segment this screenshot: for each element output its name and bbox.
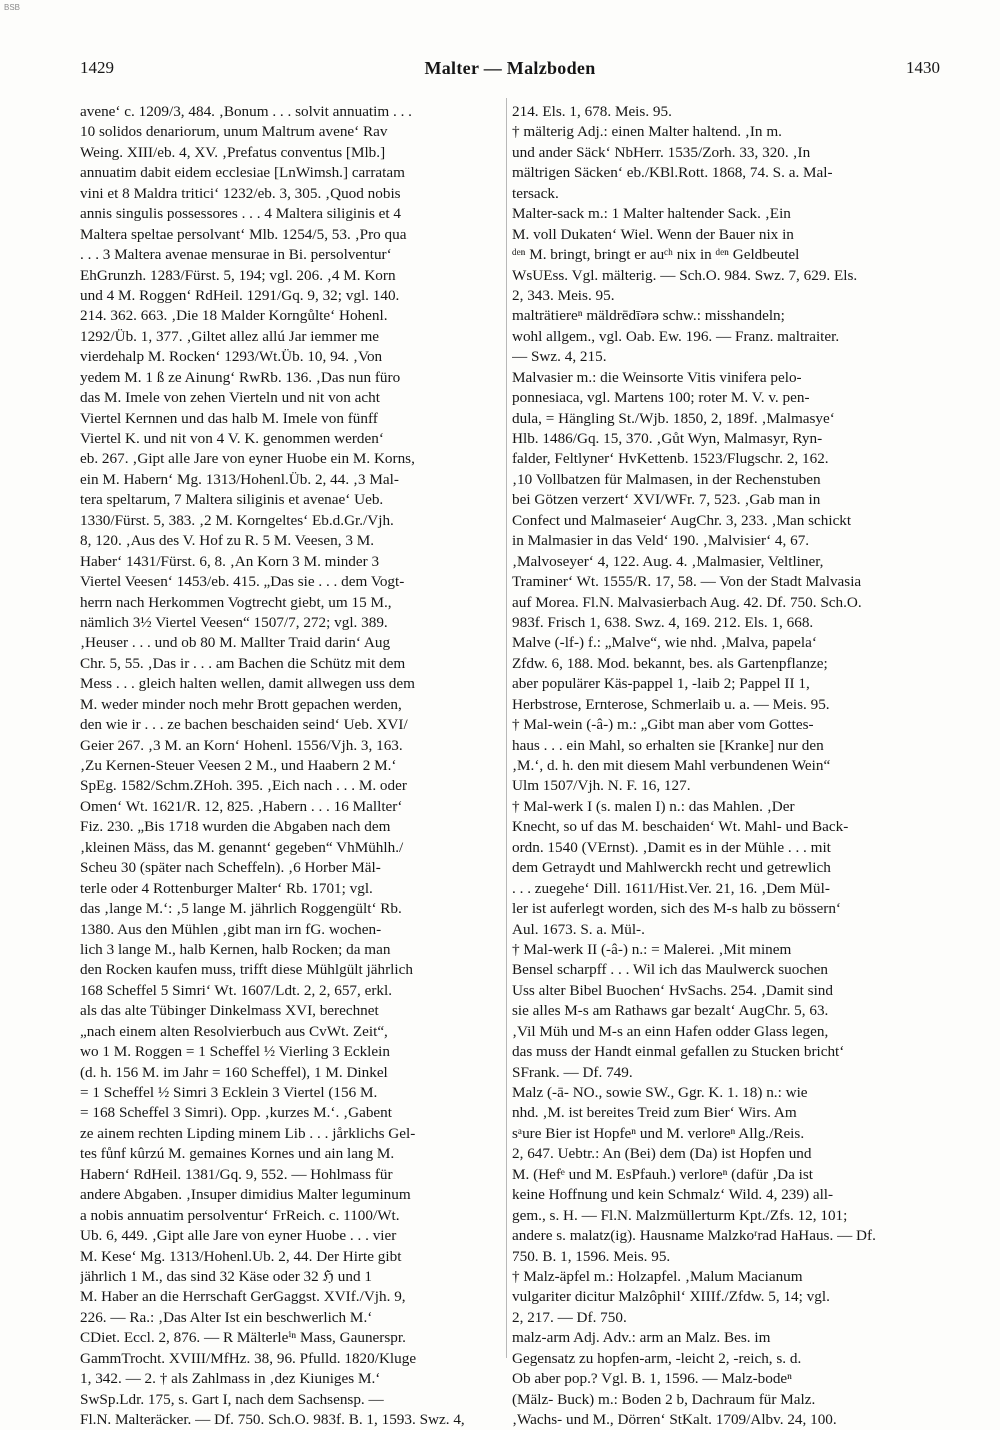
- right-column-line: ‚M.‘, d. h. den mit diesem Mahl verbundenen Wein“: [512, 757, 831, 774]
- right-column-line: Malve (-lf-) f.: „Malve“, wie nhd. ‚Malva, papela‘: [512, 634, 817, 652]
- left-column-line: annuatim dabit eidem ecclesiae [LnWimsh.] carratam: [80, 164, 405, 182]
- left-column-line: jährlich 1 M., das sind 32 Käse oder 32 ℌ und 1: [80, 1267, 372, 1285]
- left-column-line: vierdehalp M. Rocken‘ 1293/Wt.Üb. 10, 94. ‚Von: [80, 348, 383, 366]
- left-column-line: 226. — Ra.: ‚Das Alter Ist ein beschwerlich M.‘: [80, 1308, 373, 1326]
- left-column-line: Fiz. 230. „Bis 1718 wurden die Abgaben nach dem: [80, 818, 391, 836]
- left-column-line: Habern‘ RdHeil. 1381/Gq. 9, 552. — Hohlmass für: [80, 1165, 393, 1183]
- right-column-line: SFrank. — Df. 749.: [512, 1063, 633, 1081]
- left-column-line: ein M. Habern‘ Mg. 1313/Hohenl.Üb. 2, 44. ‚3 Mal-: [80, 470, 399, 488]
- page-header: [80, 58, 940, 84]
- left-column-line: GammTrocht. XVIII/MfHz. 38, 96. Pfulld. 1820/Kluge: [80, 1349, 417, 1367]
- right-column-line: WsUEss. Vgl. mälterig. — Sch.O. 984. Swz. 7, 629. Els.: [512, 266, 858, 284]
- right-column-line: Hlb. 1486/Gq. 15, 370. ‚Gůt Wyn, Malmasyr, Ryn-: [512, 430, 823, 447]
- right-column-line: 2, 217. — Df. 750.: [512, 1308, 627, 1326]
- left-column-line: EhGrunzh. 1283/Fürst. 5, 194; vgl. 206. ‚4 M. Korn: [80, 266, 396, 284]
- right-column-line: M. voll Dukaten‘ Wiel. Wenn der Bauer nix in: [512, 225, 794, 243]
- left-column-line: „nach einem alten Resolvierbuch aus CvWt. Zeit“,: [80, 1022, 388, 1040]
- right-column-line: ‚10 Vollbatzen für Malmasen, in der Rechenstuben: [512, 470, 821, 488]
- right-column-line: falder, Feltlyner‘ HvKettenb. 1523/Flugschr. 2, 162.: [512, 450, 829, 468]
- right-column-line: Traminer‘ Wt. 1555/R. 17, 58. — Von der Stadt Malvasia: [512, 573, 862, 591]
- left-column-line: ‚kleinen Mäss, das M. genannt‘ gegeben“ VhMühlh./: [80, 838, 404, 856]
- left-column-line: Ub. 6, 449. ‚Gipt alle Jare von eyner Huobe . . . vier: [80, 1227, 397, 1245]
- left-column-line: M. weder minder noch mehr Brott gepachen werden,: [80, 695, 402, 713]
- right-column-line: in Malmasier in das Veld‘ 190. ‚Malvisier‘ 4, 67.: [512, 532, 810, 550]
- right-column-line: † Mal-wein (-â-) m.: „Gibt man aber vom Gottes-: [512, 716, 814, 734]
- left-column-line: yedem M. 1 ß ze Ainung‘ RwRb. 136. ‚Das nun füro: [80, 368, 401, 386]
- left-column-line: tes fůnf kûrzú M. gemaines Kornes und ain lang M.: [80, 1145, 395, 1163]
- right-column-line: haus . . . ein Mahl, so erhalten sie [Kranke] nur den: [512, 736, 824, 754]
- right-column-line: — Swz. 4, 215.: [512, 348, 607, 366]
- left-column-line: Fl.N. Malteräcker. — Df. 750. Sch.O. 983f. B. 1, 1593. Swz. 4,: [80, 1411, 465, 1428]
- page-number-left: 1429: [80, 58, 114, 77]
- right-column-line: 983f. Frisch 1, 638. Swz. 4, 169. 212. Els. 1, 668.: [512, 613, 814, 631]
- right-column-line: bei Götzen verzert‘ XVI/WFr. 7, 523. ‚Gab man in: [512, 491, 821, 509]
- left-column-line: ‚Zu Kernen-Steuer Veesen 2 M., und Haabern 2 M.‘: [80, 757, 397, 774]
- right-column-line: Herbstrose, Ernterose, Schmerlaib u. a. — Meis. 95.: [512, 695, 830, 713]
- left-column-line: andere Abgaben. ‚Insuper dimidius Malter leguminum: [80, 1186, 411, 1204]
- right-column-line: mältrigen Säcken‘ eb./KBl.Rott. 1868, 74. S. a. Mal-: [512, 164, 833, 182]
- left-column-line: und 4 M. Roggen‘ RdHeil. 1291/Gq. 9, 32; vgl. 140.: [80, 286, 400, 304]
- left-column-line: (d. h. 156 M. im Jahr = 160 Scheffel), 1 M. Dinkel: [80, 1063, 388, 1081]
- left-column-line: ‚Heuser . . . und ob 80 M. Mallter Traid darin‘ Aug: [80, 634, 391, 652]
- right-column-line: Gegensatz zu hopfen-arm, -leicht 2, -reich, s. d.: [512, 1349, 802, 1367]
- left-column-line: 1292/Üb. 1, 377. ‚Giltet allez allú Jar iemmer me: [80, 327, 380, 345]
- right-column-line: ᵈᵉⁿ M. bringt, bringt er auᶜʰ nix in ᵈᵉⁿ Geldbeutel: [512, 246, 800, 264]
- right-column-line: sie alles M-s am Rathaws gar bezalt‘ AugChr. 5, 63.: [512, 1002, 829, 1020]
- left-column-line: Viertel K. und nit von 4 V. K. genommen werden‘: [80, 430, 384, 447]
- left-column-line: Haber‘ 1431/Fürst. 6, 8. ‚An Korn 3 M. minder 3: [80, 552, 380, 570]
- right-column-line: Ob aber pop.? Vgl. B. 1, 1596. — Malz-bodeⁿ: [512, 1370, 792, 1388]
- right-column-line: † Mal-werk I (s. malen I) n.: das Mahlen. ‚Der: [512, 797, 795, 815]
- left-column-line: 1380. Aus den Mühlen ‚gibt man irn fG. wochen-: [80, 920, 382, 938]
- left-column-line: Weing. XIII/eb. 4, XV. ‚Prefatus conventus [Mlb.]: [80, 143, 386, 161]
- right-column-line: malz-arm Adj. Adv.: arm an Malz. Bes. im: [512, 1329, 771, 1347]
- left-column-line: Scheu 30 (später nach Scheffeln). ‚6 Horber Mäl-: [80, 859, 381, 877]
- right-column-line: † Mal-werk II (-â-) n.: = Malerei. ‚Mit minem: [512, 940, 792, 958]
- left-column-line: = 1 Scheffel ½ Simri 3 Ecklein 3 Viertel (156 M.: [80, 1084, 378, 1101]
- left-column-line: = 168 Scheffel 3 Simri). Opp. ‚kurzes M.‘. ‚Gabent: [80, 1104, 392, 1122]
- right-column-line: wohl allgem., vgl. Oab. Ew. 196. — Franz. maltraiter.: [512, 327, 840, 345]
- right-column-line: ‚Vil Müh und M-s an einn Hafen odder Glass legen,: [512, 1022, 829, 1040]
- left-column-line: Viertel Veesen‘ 1453/eb. 415. „Das sie . . . dem Vogt-: [80, 573, 405, 591]
- left-column-line: als das alte Tübinger Dinkelmass XVI, berechnet: [80, 1002, 379, 1020]
- left-column: [80, 102, 500, 1430]
- left-column-line: avene‘ c. 1209/3, 484. ‚Bonum . . . solvit annuatim . . .: [80, 103, 412, 120]
- page-title: Malter — Malzboden: [424, 58, 596, 78]
- column-divider: [506, 98, 507, 1358]
- left-column-line: SwSp.Ldr. 175, s. Gart I, nach dem Sachsensp. —: [80, 1390, 384, 1408]
- right-column-line: ordn. 1540 (VErnst). ‚Damit es in der Mühle . . . mit: [512, 838, 831, 856]
- left-column-line: Maltera speltae persolvant‘ Mlb. 1254/5, 53. ‚Pro qua: [80, 225, 407, 243]
- left-column-line: CDiet. Eccl. 2, 876. — R Mälterleⁱⁿ Mass, Gaunerspr.: [80, 1329, 406, 1347]
- left-column-line: eb. 267. ‚Gipt alle Jare von eyner Huobe ein M. Korns,: [80, 450, 415, 468]
- right-column-line: ‚Malvoseyer‘ 4, 122. Aug. 4. ‚Malmasier, Veltliner,: [512, 552, 824, 570]
- left-column-line: annis singulis possessores . . . 4 Maltera siliginis et 4: [80, 205, 402, 223]
- right-column-line: Zfdw. 6, 188. Mod. bekannt, bes. als Gartenpflanze;: [512, 654, 828, 672]
- right-column-line: Knecht, so uf das M. beschaiden‘ Wt. Mahl- und Back-: [512, 818, 849, 836]
- right-column-line: vulgariter dicitur Malzôphil‘ XIIIf./Zfdw. 5, 14; vgl.: [512, 1288, 830, 1306]
- left-column-line: M. Kese‘ Mg. 1313/Hohenl.Ub. 2, 44. Der Hirte gibt: [80, 1247, 402, 1265]
- right-column-line: Uss alter Bibel Buochen‘ HvSachs. 254. ‚Damit sind: [512, 981, 833, 999]
- left-column-line: das ‚lange M.‘: ‚5 lange M. jährlich Roggengült‘ Rb.: [80, 900, 402, 918]
- left-column-line: vini et 8 Maldra tritici‘ 1232/eb. 3, 305. ‚Quod nobis: [80, 184, 401, 202]
- right-column-line: † Malz-äpfel m.: Holzapfel. ‚Malum Macianum: [512, 1267, 803, 1285]
- left-column-line: das M. Imele von zehen Vierteln und nit von acht: [80, 389, 380, 407]
- right-column-line: 750. B. 1, 1596. Meis. 95.: [512, 1247, 671, 1265]
- right-column-line: Ulm 1507/Vjh. N. F. 16, 127.: [512, 777, 691, 795]
- left-column-line: Chr. 5, 55. ‚Das ir . . . am Bachen die Schütz mit dem: [80, 654, 406, 672]
- left-column-line: . . . 3 Maltera avenae mensurae in Bi. persolventur‘: [80, 246, 392, 264]
- right-column-line: keine Hoffnung und kein Schmalz‘ Wild. 4, 239) all-: [512, 1186, 834, 1204]
- right-column-line: ‚Wachs- und M., Dörren‘ StKalt. 1709/Albv. 24, 100.: [512, 1411, 837, 1428]
- left-column-line: 214. 362. 663. ‚Die 18 Malder Korngůlte‘ Hohenl.: [80, 307, 388, 325]
- right-column-line: nhd. ‚M. ist bereites Treid zum Bier‘ Wirs. Am: [512, 1104, 797, 1122]
- left-column-line: 1330/Fürst. 5, 383. ‚2 M. Korngeltes‘ Eb.d.Gr./Vjh.: [80, 511, 394, 529]
- left-column-line: tera speltarum, 7 Maltera siliginis et avenae‘ Ueb.: [80, 491, 384, 509]
- right-column-line: andere s. malatz(ig). Hausname Malzkoʳrad HaHaus. — Df.: [512, 1227, 876, 1245]
- left-column-line: herrn nach Herkommen Vogtrecht giebt, um 15 M.,: [80, 593, 392, 611]
- right-column-line: tersack.: [512, 184, 559, 202]
- right-column-line: gem., s. H. — Fl.N. Malzmüllerturm Kpt./Zfs. 12, 101;: [512, 1206, 848, 1224]
- left-column-line: 1, 342. — 2. † als Zahlmass in ‚dez Kiuniges M.‘: [80, 1370, 381, 1388]
- left-column-line: wo 1 M. Roggen = 1 Scheffel ½ Vierling 3 Ecklein: [80, 1043, 390, 1061]
- library-stamp: BSB: [4, 3, 21, 12]
- right-column-line: ler ist auferlegt worden, sich des M-s halb zu bössern‘: [512, 900, 841, 918]
- right-column-line: aber populärer Käs-pappel 1, -laib 2; Pappel II 1,: [512, 675, 810, 693]
- right-column-line: † mälterig Adj.: einen Malter haltend. ‚In m.: [512, 123, 782, 141]
- right-column-line: M. (Hefᵉ und M. EsPfauh.) verloreⁿ (dafür ‚Da ist: [512, 1165, 813, 1183]
- right-column-line: 214. Els. 1, 678. Meis. 95.: [512, 103, 672, 120]
- right-column-line: auf Morea. Fl.N. Malvasierbach Aug. 42. Df. 750. Sch.O.: [512, 593, 862, 611]
- left-column-line: 10 solidos denariorum, unum Maltrum avene‘ Rav: [80, 123, 388, 141]
- right-column-line: dula, = Hängling St./Wjb. 1850, 2, 189f. ‚Malmasye‘: [512, 409, 835, 427]
- left-column-line: den Rocken kaufen muss, trifft diese Mühlgült jährlich: [80, 961, 413, 979]
- page-number-right: 1430: [906, 58, 940, 77]
- right-column-line: das muss der Handt einmal gefallen zu Stucken bricht‘: [512, 1043, 845, 1061]
- right-column-line: und ander Säck‘ NbHerr. 1535/Zorh. 33, 320. ‚In: [512, 143, 811, 161]
- right-column-line: ponnesiaca, vgl. Martens 100; roter M. V. v. pen-: [512, 389, 810, 407]
- right-column-line: (Mälz- Buck) m.: Boden 2 b, Dachraum für Malz.: [512, 1390, 816, 1408]
- right-column-line: Confect und Malmaseier‘ AugChr. 3, 233. ‚Man schickt: [512, 511, 852, 529]
- left-column-line: SpEg. 1582/Schm.ZHoh. 395. ‚Eich nach . . . M. oder: [80, 777, 407, 795]
- right-column-line: malträtiereⁿ mäldrēdīərə schw.: misshandeln;: [512, 307, 785, 325]
- right-column-line: 2, 343. Meis. 95.: [512, 286, 615, 304]
- right-column-line: Bensel scharpff . . . Wil ich das Maulwerck suochen: [512, 961, 828, 979]
- left-column-line: den wie ir . . . ze bachen beschaiden seind‘ Ueb. XVI/: [80, 716, 408, 734]
- left-column-line: lich 3 lange M., halb Kernen, halb Rocken; da man: [80, 940, 391, 958]
- left-column-line: terle oder 4 Rottenburger Malter‘ Rb. 1701; vgl.: [80, 879, 373, 897]
- right-column-line: sᵃure Bier ist Hopfeⁿ und M. verloreⁿ Allg./Reis.: [512, 1124, 805, 1142]
- left-column-line: 8, 120. ‚Aus des V. Hof zu R. 5 M. Veesen, 3 M.: [80, 532, 375, 550]
- right-column-line: dem Getraydt und Mahlwerckh recht und getrewlich: [512, 859, 831, 877]
- left-column-line: Viertel Kernnen und das halb M. Imele von fünff: [80, 409, 378, 427]
- right-column-line: Malz (-ā- NO., sowie SW., Ggr. K. 1. 18) n.: wie: [512, 1084, 808, 1101]
- left-column-line: nämlich 3½ Viertel Veesen“ 1507/7, 272; vgl. 389.: [80, 613, 388, 631]
- left-column-line: ze ainem rechten Lipding minem Lib . . . jårklichs Gel-: [80, 1124, 416, 1142]
- left-column-line: a nobis annuatim persolventur‘ FrReich. c. 1100/Wt.: [80, 1206, 400, 1224]
- left-column-line: M. Haber an die Herrschaft GerGaggst. XVIf./Vjh. 9,: [80, 1288, 406, 1306]
- left-column-line: 168 Scheffel 5 Simri‘ Wt. 1607/Ldt. 2, 2, 657, erkl.: [80, 981, 393, 999]
- right-column-line: Aul. 1673. S. a. Mül-.: [512, 920, 645, 938]
- left-column-line: Omen‘ Wt. 1621/R. 12, 825. ‚Habern . . . 16 Mallter‘: [80, 797, 403, 815]
- left-column-line: Mess . . . gleich halten wellen, damit allwegen uss dem: [80, 675, 415, 693]
- right-column-line: Malter-sack m.: 1 Malter haltender Sack. ‚Ein: [512, 205, 791, 223]
- right-column-line: Malvasier m.: die Weinsorte Vitis vinifera pelo-: [512, 368, 802, 386]
- left-column-line: Geier 267. ‚3 M. an Korn‘ Hohenl. 1556/Vjh. 3, 163.: [80, 736, 403, 754]
- right-column-line: 2, 647. Uebtr.: An (Bei) dem (Da) ist Hopfen und: [512, 1145, 812, 1163]
- right-column-line: . . . zuegehe‘ Dill. 1611/Hist.Ver. 21, 16. ‚Dem Mül-: [512, 879, 830, 897]
- right-column: [512, 102, 940, 1430]
